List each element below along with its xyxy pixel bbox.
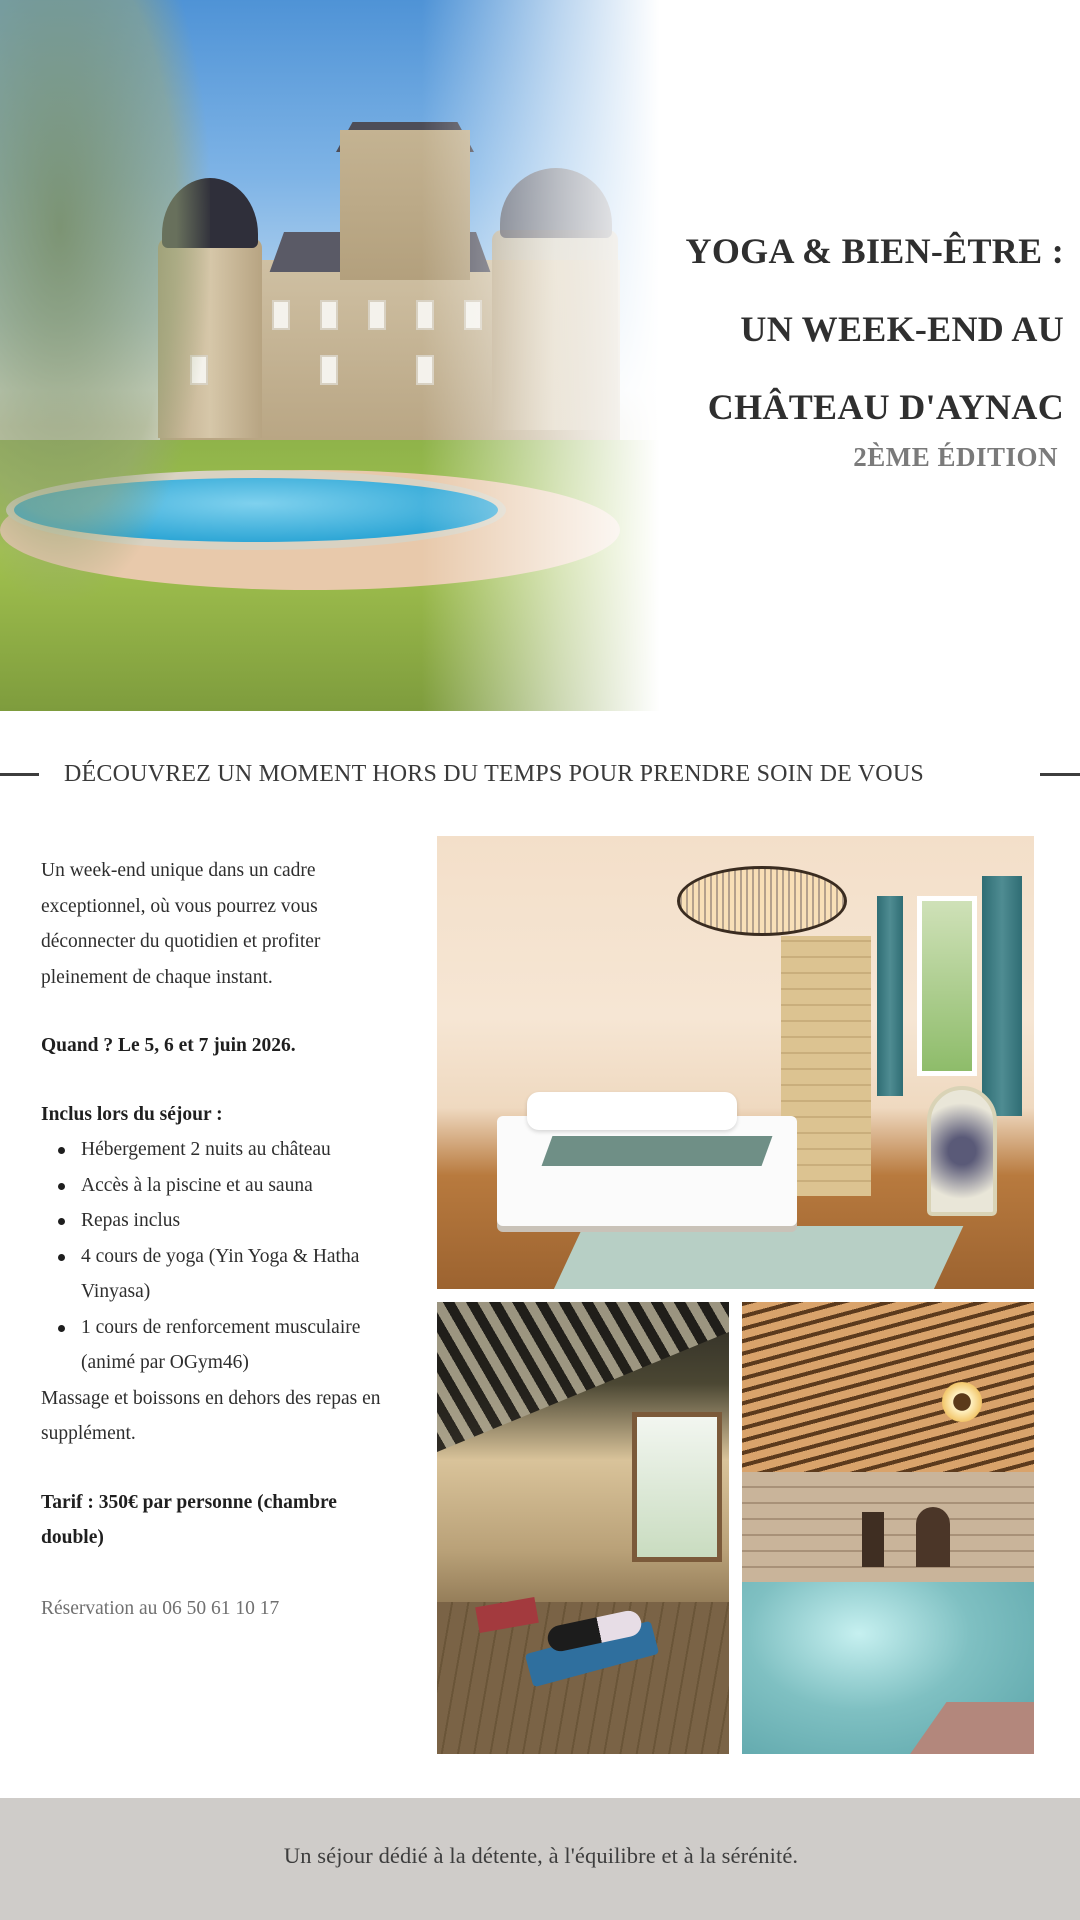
- hero-title-line-1: YOGA & BIEN-ÊTRE :: [685, 231, 1064, 271]
- hero-title-line-2: UN WEEK-END AU: [740, 309, 1064, 349]
- window: [917, 896, 977, 1076]
- rug: [551, 1226, 964, 1289]
- hero-title: [624, 212, 1064, 473]
- pendant-lamp: [677, 866, 847, 936]
- divider-rule-right: [1040, 773, 1080, 776]
- indoor-pool-photo: [742, 1302, 1034, 1754]
- archway: [916, 1507, 950, 1567]
- section-heading: [0, 756, 1080, 792]
- list-item: 4 cours de yoga (Yin Yoga & Hatha Vinyasa): [41, 1239, 401, 1310]
- bed-throw: [542, 1136, 773, 1166]
- hero-title-line-3: CHÂTEAU D'AYNAC: [707, 387, 1064, 427]
- included-list: [41, 1132, 401, 1381]
- pillows: [527, 1092, 737, 1130]
- extras-note: Massage et boissons en dehors des repas en supplément.: [41, 1387, 381, 1444]
- list-item: Hébergement 2 nuits au château: [41, 1132, 401, 1168]
- ceiling-lamp: [942, 1382, 982, 1422]
- list-item: Accès à la piscine et au sauna: [41, 1168, 401, 1204]
- stone-wall: [742, 1472, 1034, 1582]
- curtain: [877, 896, 903, 1096]
- footer-band: [0, 1798, 1080, 1920]
- reservation-phone: Réservation au 06 50 61 10 17: [41, 1597, 280, 1619]
- hero-fade-overlay: [0, 0, 680, 711]
- event-dates: Quand ? Le 5, 6 et 7 juin 2026.: [41, 1035, 296, 1056]
- footer-tagline: Un séjour dédié à la détente, à l'équilibre et à la sérénité.: [283, 1843, 799, 1868]
- window: [632, 1412, 722, 1562]
- bed: [497, 1116, 797, 1226]
- bedroom-photo: [437, 836, 1034, 1289]
- armchair: [927, 1086, 997, 1216]
- included-heading: Inclus lors du séjour :: [41, 1103, 223, 1125]
- yoga-class-photo: [437, 1302, 729, 1754]
- curtain: [982, 876, 1022, 1116]
- doorway: [862, 1512, 884, 1567]
- wood-ceiling: [742, 1302, 1034, 1472]
- list-item: 1 cours de renforcement musculaire (animé par OGym46): [41, 1310, 401, 1381]
- event-details: [41, 853, 401, 1626]
- divider-rule-left: [0, 773, 39, 776]
- price: Tarif : 350€ par personne (chambre double): [41, 1491, 337, 1548]
- section-heading-text: DÉCOUVREZ UN MOMENT HORS DU TEMPS POUR PRENDRE SOIN DE VOUS: [64, 760, 924, 787]
- edition-label: 2ÈME ÉDITION: [853, 442, 1058, 472]
- list-item: Repas inclus: [41, 1203, 401, 1239]
- intro-paragraph: Un week-end unique dans un cadre exceptionnel, où vous pourrez vous déconnecter du quotidien et profiter pleinement de chaque instant.: [41, 860, 321, 988]
- hero-castle-photo: [0, 0, 680, 711]
